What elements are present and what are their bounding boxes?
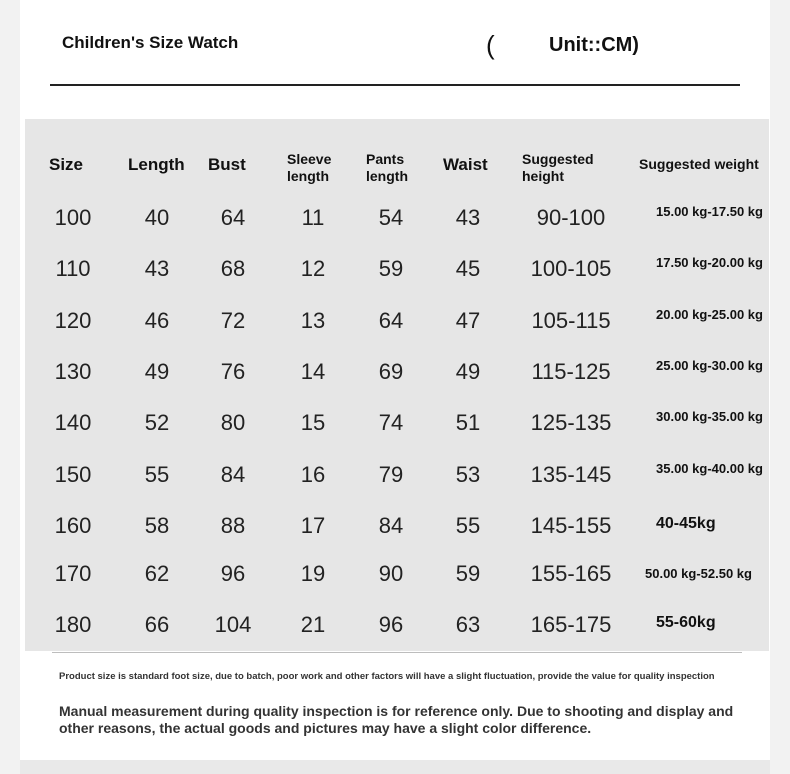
cell-weight: 17.50 kg-20.00 kg (656, 255, 763, 270)
cell-pants: 54 (378, 205, 404, 230)
cell-waist: 43 (455, 205, 481, 230)
cell-waist: 55 (455, 513, 481, 538)
cell-weight: 40-45kg (656, 515, 716, 532)
cell-sleeve: 15 (300, 410, 326, 435)
cell-weight: 55-60kg (656, 614, 716, 631)
cell-sleeve: 12 (300, 256, 326, 281)
cell-size: 120 (54, 308, 92, 333)
cell-waist: 45 (455, 256, 481, 281)
col-header-length: Length (128, 155, 185, 174)
footnote-disclaimer: Manual measurement during quality inspection is for reference only. Due to shooting and display and other reasons, the actual goods and pictures may have a slight color difference. (59, 703, 734, 736)
col-header-suggested-weight: Suggested weight (639, 156, 759, 172)
unit-label: Unit::CM) (549, 34, 639, 56)
cell-waist: 47 (455, 308, 481, 333)
col-header-bust: Bust (208, 155, 246, 174)
cell-size: 130 (54, 359, 92, 384)
cell-height: 105-115 (531, 308, 611, 333)
cell-weight: 20.00 kg-25.00 kg (656, 307, 763, 322)
cell-height: 165-175 (530, 612, 612, 637)
cell-weight: 30.00 kg-35.00 kg (656, 409, 763, 424)
cell-length: 52 (144, 410, 170, 435)
cell-height: 115-125 (531, 359, 611, 384)
cell-pants: 64 (378, 308, 404, 333)
cell-length: 66 (144, 612, 170, 637)
cell-sleeve: 13 (300, 308, 326, 333)
col-header-suggested-height: Suggested height (522, 151, 594, 184)
cell-weight: 25.00 kg-30.00 kg (656, 358, 763, 373)
col-header-sleeve-length: Sleeve length (287, 151, 332, 184)
cell-length: 55 (144, 462, 170, 487)
cell-bust: 88 (220, 513, 246, 538)
cell-height: 125-135 (530, 410, 612, 435)
cell-bust: 64 (220, 205, 246, 230)
cell-pants: 96 (378, 612, 404, 637)
chart-title: Children's Size Watch (62, 33, 239, 52)
cell-size: 180 (54, 612, 92, 637)
cell-bust: 104 (214, 612, 252, 637)
cell-height: 135-145 (530, 462, 612, 487)
cell-waist: 53 (455, 462, 481, 487)
cell-bust: 96 (220, 561, 246, 586)
bottom-strip (20, 760, 770, 774)
title-divider (50, 84, 740, 86)
cell-length: 58 (144, 513, 170, 538)
cell-height: 145-155 (530, 513, 612, 538)
cell-size: 150 (54, 462, 92, 487)
cell-size: 100 (54, 205, 92, 230)
cell-pants: 69 (378, 359, 404, 384)
table-bottom-line (52, 652, 742, 653)
col-header-pants-length: Pants length (366, 151, 408, 184)
cell-bust: 68 (220, 256, 246, 281)
cell-waist: 63 (455, 612, 481, 637)
cell-waist: 59 (455, 561, 481, 586)
cell-pants: 84 (378, 513, 404, 538)
cell-pants: 74 (378, 410, 404, 435)
cell-length: 49 (144, 359, 170, 384)
cell-sleeve: 21 (300, 612, 326, 637)
cell-bust: 72 (220, 308, 246, 333)
cell-size: 160 (54, 513, 92, 538)
cell-sleeve: 17 (300, 513, 326, 538)
cell-weight: 50.00 kg-52.50 kg (645, 566, 752, 581)
cell-bust: 76 (220, 359, 246, 384)
col-header-waist: Waist (443, 155, 488, 174)
cell-pants: 59 (378, 256, 404, 281)
cell-pants: 79 (378, 462, 404, 487)
cell-size: 140 (54, 410, 92, 435)
cell-height: 90-100 (536, 205, 606, 230)
cell-bust: 84 (220, 462, 246, 487)
cell-waist: 49 (455, 359, 481, 384)
cell-weight: 35.00 kg-40.00 kg (656, 461, 763, 476)
col-header-size: Size (49, 155, 84, 174)
cell-bust: 80 (220, 410, 246, 435)
cell-height: 155-165 (530, 561, 612, 586)
cell-sleeve: 19 (300, 561, 326, 586)
cell-length: 46 (144, 308, 170, 333)
cell-height: 100-105 (530, 256, 612, 281)
cell-length: 62 (144, 561, 170, 586)
cell-sleeve: 11 (301, 205, 325, 230)
unit-open-paren: ( (486, 30, 495, 60)
cell-size: 110 (55, 256, 91, 281)
footnote-small: Product size is standard foot size, due to batch, poor work and other factors will have a slight fluctuation, provide the value for quality inspection (59, 671, 715, 682)
cell-size: 170 (54, 561, 92, 586)
cell-length: 43 (144, 256, 170, 281)
cell-length: 40 (144, 205, 170, 230)
cell-pants: 90 (378, 561, 404, 586)
cell-sleeve: 16 (300, 462, 326, 487)
cell-waist: 51 (455, 410, 481, 435)
cell-weight: 15.00 kg-17.50 kg (656, 204, 763, 219)
cell-sleeve: 14 (300, 359, 326, 384)
